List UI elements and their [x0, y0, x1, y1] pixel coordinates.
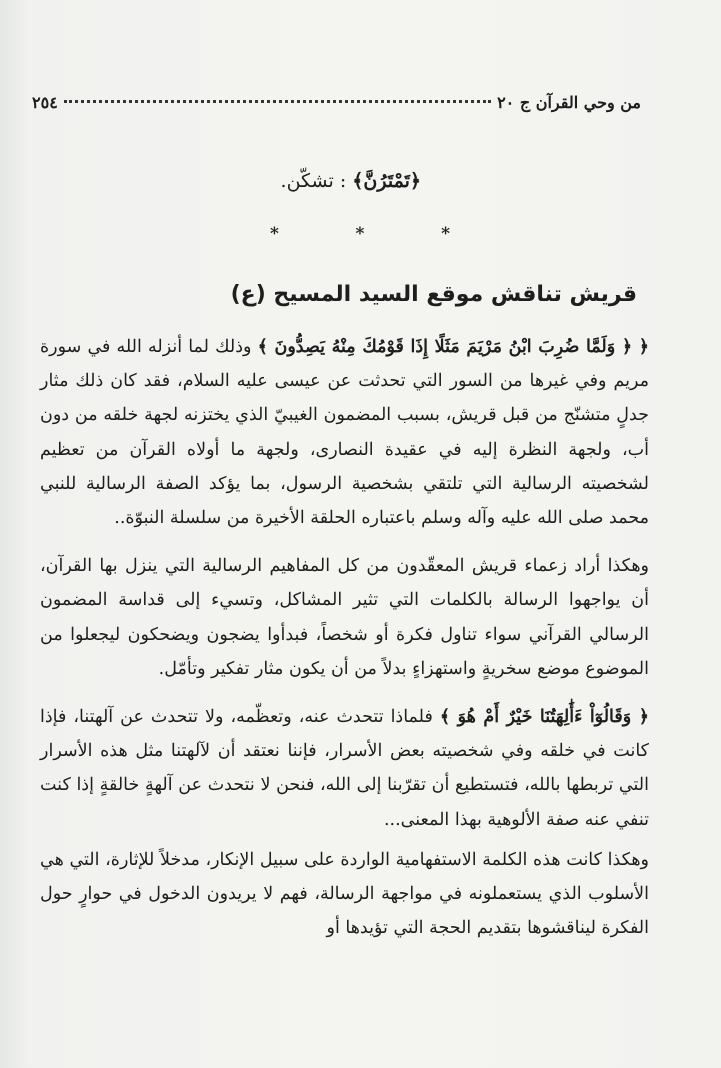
quran-verse: ﴿ ﴿ وَلَمَّا ضُرِبَ ابْنُ مَرْيَمَ مَثَلًا إِذَا قَوْمُكَ مِنْهُ يَصِدُّونَ ﴾ — [257, 337, 649, 357]
section-separator — [270, 224, 450, 244]
gloss-meaning: : تشكّن. — [280, 170, 347, 192]
paragraph-text: وذلك لما أنزله الله في سورة مريم وفي غيرها من السور التي تحدثت عن عيسى عليه السلام، فقد كان ذلك مثار جدلٍ متشنّج من قبل قريش، بسبب المضمون الغيبيّ الذي يختزنه لجهة خلقه من دون أب، ولجهة النظرة إليه في عقيدة النصارى، ولجهة ما أولاه القرآن من تعظيم لشخصيته الرسالية التي تلتقي بشخصية الرسول، بما يؤكد الصفة الرسالية للنبي محمد صلى الله عليه وآله وسلم باعتباره الحلقة الأخيرة من سلسلة النبوّة.. — [40, 337, 649, 529]
running-header — [32, 90, 641, 114]
paragraph-text: وهكذا أراد زعماء قريش المعقّدون من كل المفاهيم الرسالية التي ينزل بها القرآن، أن يواجهوا الرسالة بالكلمات التي تثير المشاكل، وتسيء إلى قداسة المضمون الرسالي القرآني سواء تناول فكرة أو شخصاً، فبدأوا يضجون ويضحكون ليجعلوا من الموضوع موضع سخريةٍ واستهزاءٍ بدلاً من أن يكون مثار تفكير وتأمّل. — [40, 556, 649, 679]
separator-star: * — [441, 224, 450, 244]
word-gloss — [281, 170, 421, 192]
section-heading: قريش تناقش موقع السيد المسيح (ع) — [230, 282, 637, 307]
leader-dots — [64, 100, 491, 105]
quran-verse: ﴿ وَقَالُوٓاْ ءَأَٰلِهَتُنَا خَيْرٌ أَمْ هُوَ ﴾ — [439, 707, 649, 728]
separator-star: * — [270, 224, 279, 244]
separator-star: * — [355, 224, 365, 244]
paragraph-text: فلماذا تتحدث عنه، وتعظّمه، ولا تتحدث عن آلهتنا، فإذا كانت في خلقه وفي شخصيته بعض الأسرار، فإننا نعتقد أن لآلهتنا مثل هذه الأسرار التي تربطها بالله، فتستطيع أن تقرّبنا إلى الله، فنحن لا نتحدث عن آلهةٍ خالقةٍ إذا كنت تنفي عنه صفة الألوهية بهذا المعنى... — [40, 707, 649, 830]
body-text — [40, 330, 649, 945]
page-number: ٢٥٤ — [32, 92, 58, 112]
gloss-word: ﴿تَمْتَرُنَّ﴾ — [352, 170, 421, 192]
paragraph — [40, 700, 649, 837]
paragraph-text: وهكذا كانت هذه الكلمة الاستفهامية الواردة على سبيل الإنكار، مدخلاً للإثارة، التي هي الأسلوب الذي يستعملونه في مواجهة الرسالة، فهم لا يريدون الدخول في حوارٍ حول الفكرة ليناقشوها بتقديم الحجة التي تؤيدها أو — [40, 849, 649, 939]
book-title: من وحي القرآن ج ٢٠ — [497, 92, 641, 112]
paragraph — [40, 843, 649, 946]
paragraph — [40, 549, 649, 686]
paragraph — [40, 330, 649, 535]
